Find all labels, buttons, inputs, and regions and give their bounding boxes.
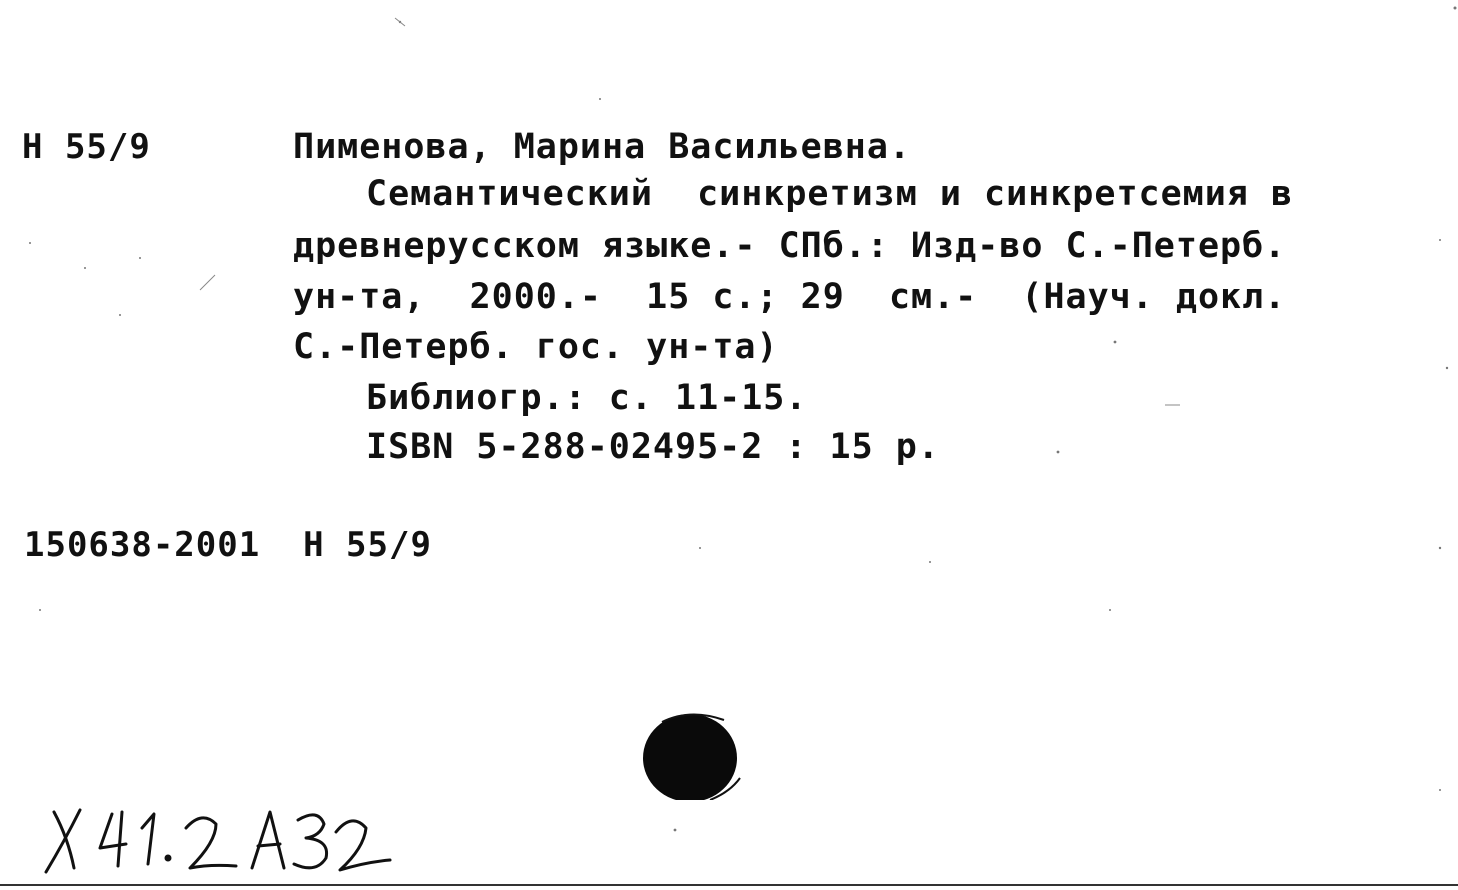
isbn-price: ISBN 5-288-02495-2 : 15 р. — [366, 427, 940, 467]
title-line-2: древнерусском языке.- СПб.: Изд-во С.-Петерб. — [293, 226, 1287, 266]
title-line-3: ун-та, 2000.- 15 с.; 29 см.- (Науч. докл. — [293, 277, 1287, 317]
title-line-1: Семантический синкретизм и синкретсемия в — [366, 174, 1294, 214]
accession-number: 150638-2001 Н 55/9 — [24, 525, 432, 565]
card-bottom-edge — [0, 884, 1458, 886]
title-line-4: С.-Петерб. гос. ун-та) — [293, 327, 779, 367]
author-heading: Пименова, Марина Васильевна. — [293, 127, 912, 167]
shelfmark: Н 55/9 — [22, 127, 151, 167]
bibliography-note: Библиогр.: с. 11-15. — [366, 378, 808, 418]
handwritten-class-code — [40, 798, 400, 880]
punch-hole — [640, 708, 742, 800]
